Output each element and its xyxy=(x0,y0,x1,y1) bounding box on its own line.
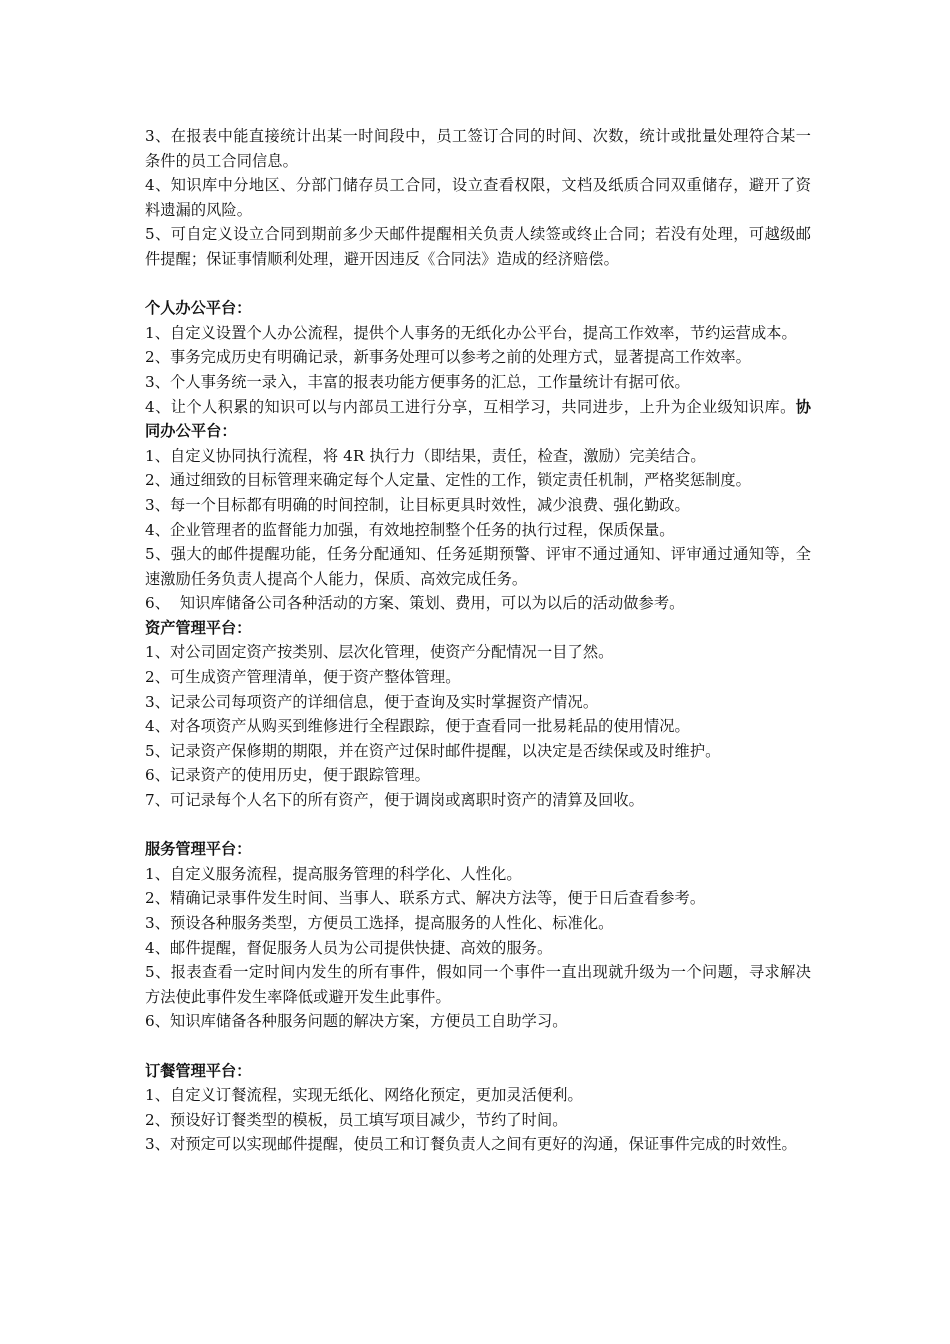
service-item: 3、预设各种服务类型，方便员工选择，提高服务的人性化、标准化。 xyxy=(145,914,614,932)
service-item: 2、精确记录事件发生时间、当事人、联系方式、解决方法等，便于日后查看参考。 xyxy=(145,889,706,908)
collab-item: 2、通过细致的目标管理来确定每个人定量、定性的工作，锁定责任机制，严格奖惩制度。 xyxy=(145,471,751,490)
personal-item: 2、事务完成历史有明确记录，新事务处理可以参考之前的处理方式，显著提高工作效率。 xyxy=(145,348,751,367)
section-gap xyxy=(145,813,811,838)
personal-item: 1、自定义设置个人办公流程，提供个人事务的无纸化办公平台，提高工作效率，节约运营成本。 xyxy=(145,323,797,342)
section-heading-service: 服务管理平台： xyxy=(145,840,252,859)
collab-item: 1、自定义协同执行流程，将 4R 执行力（即结果，责任，检查，激励）完美结合。 xyxy=(145,446,706,465)
service-item: 6、知识库储备各种服务问题的解决方案，方便员工自助学习。 xyxy=(145,1012,568,1031)
service-item: 4、邮件提醒，督促服务人员为公司提供快捷、高效的服务。 xyxy=(145,938,553,957)
section-gap xyxy=(145,272,811,297)
section-heading-asset: 资产管理平台： xyxy=(145,618,252,637)
collab-item: 3、每一个目标都有明确的时间控制，让目标更具时效性，减少浪费、强化勤政。 xyxy=(145,495,690,514)
meal-item: 2、预设好订餐类型的模板，员工填写项目减少，节约了时间。 xyxy=(145,1110,568,1129)
section-heading-personal: 个人办公平台： xyxy=(145,299,252,318)
asset-item: 5、记录资产保修期的期限，并在资产过保时邮件提醒，以决定是否续保或及时维护。 xyxy=(145,741,721,760)
collab-item: 5、强大的邮件提醒功能，任务分配通知、任务延期预警、评审不通过通知、评审通过通知等，全速激励任务负责人提高个人能力，保质、高效完成任务。 xyxy=(145,545,811,588)
contract-item: 4、知识库中分地区、分部门储存员工合同，设立查看权限，文档及纸质合同双重储存，避开了资料遗漏的风险。 xyxy=(145,176,811,219)
asset-item: 6、记录资产的使用历史，便于跟踪管理。 xyxy=(145,766,430,785)
document-body xyxy=(145,124,811,1157)
asset-item: 3、记录公司每项资产的详细信息，便于查询及实时掌握资产情况。 xyxy=(145,692,599,711)
section-gap xyxy=(145,1034,811,1059)
collab-item: 6、 知识库储备公司各种活动的方案、策划、费用，可以为以后的活动做参考。 xyxy=(145,594,685,613)
section-heading-meal: 订餐管理平台： xyxy=(145,1061,252,1080)
asset-item: 2、可生成资产管理清单，便于资产整体管理。 xyxy=(145,668,461,687)
section-heading-collab: 协同办公平台： xyxy=(145,397,811,441)
service-item: 1、自定义服务流程，提高服务管理的科学化、人性化。 xyxy=(145,864,522,883)
meal-item: 1、自定义订餐流程，实现无纸化、网络化预定，更加灵活便利。 xyxy=(145,1086,583,1105)
personal-item-with-inline-heading xyxy=(145,395,811,444)
personal-item: 4、让个人积累的知识可以与内部员工进行分享，互相学习，共同进步，上升为企业级知识库。 xyxy=(145,397,796,416)
contract-item: 5、可自定义设立合同到期前多少天邮件提醒相关负责人续签或终止合同；若没有处理，可越级邮件提醒；保证事情顺利处理，避开因违反《合同法》造成的经济赔偿。 xyxy=(145,225,811,268)
collab-item: 4、企业管理者的监督能力加强，有效地控制整个任务的执行过程，保质保量。 xyxy=(145,520,675,539)
service-item: 5、报表查看一定时间内发生的所有事件，假如同一个事件一直出现就升级为一个问题，寻求解决方法使此事件发生率降低或避开发生此事件。 xyxy=(145,963,811,1006)
contract-item: 3、在报表中能直接统计出某一时间段中，员工签订合同的时间、次数，统计或批量处理符合某一条件的员工合同信息。 xyxy=(145,127,811,170)
asset-item: 1、对公司固定资产按类别、层次化管理，使资产分配情况一目了然。 xyxy=(145,643,614,662)
meal-item: 3、对预定可以实现邮件提醒，使员工和订餐负责人之间有更好的沟通，保证事件完成的时效性。 xyxy=(145,1135,797,1154)
asset-item: 7、可记录每个人名下的所有资产，便于调岗或离职时资产的清算及回收。 xyxy=(145,791,644,810)
personal-item: 3、个人事务统一录入，丰富的报表功能方便事务的汇总，工作量统计有据可依。 xyxy=(145,372,690,391)
asset-item: 4、对各项资产从购买到维修进行全程跟踪，便于查看同一批易耗品的使用情况。 xyxy=(145,717,690,736)
